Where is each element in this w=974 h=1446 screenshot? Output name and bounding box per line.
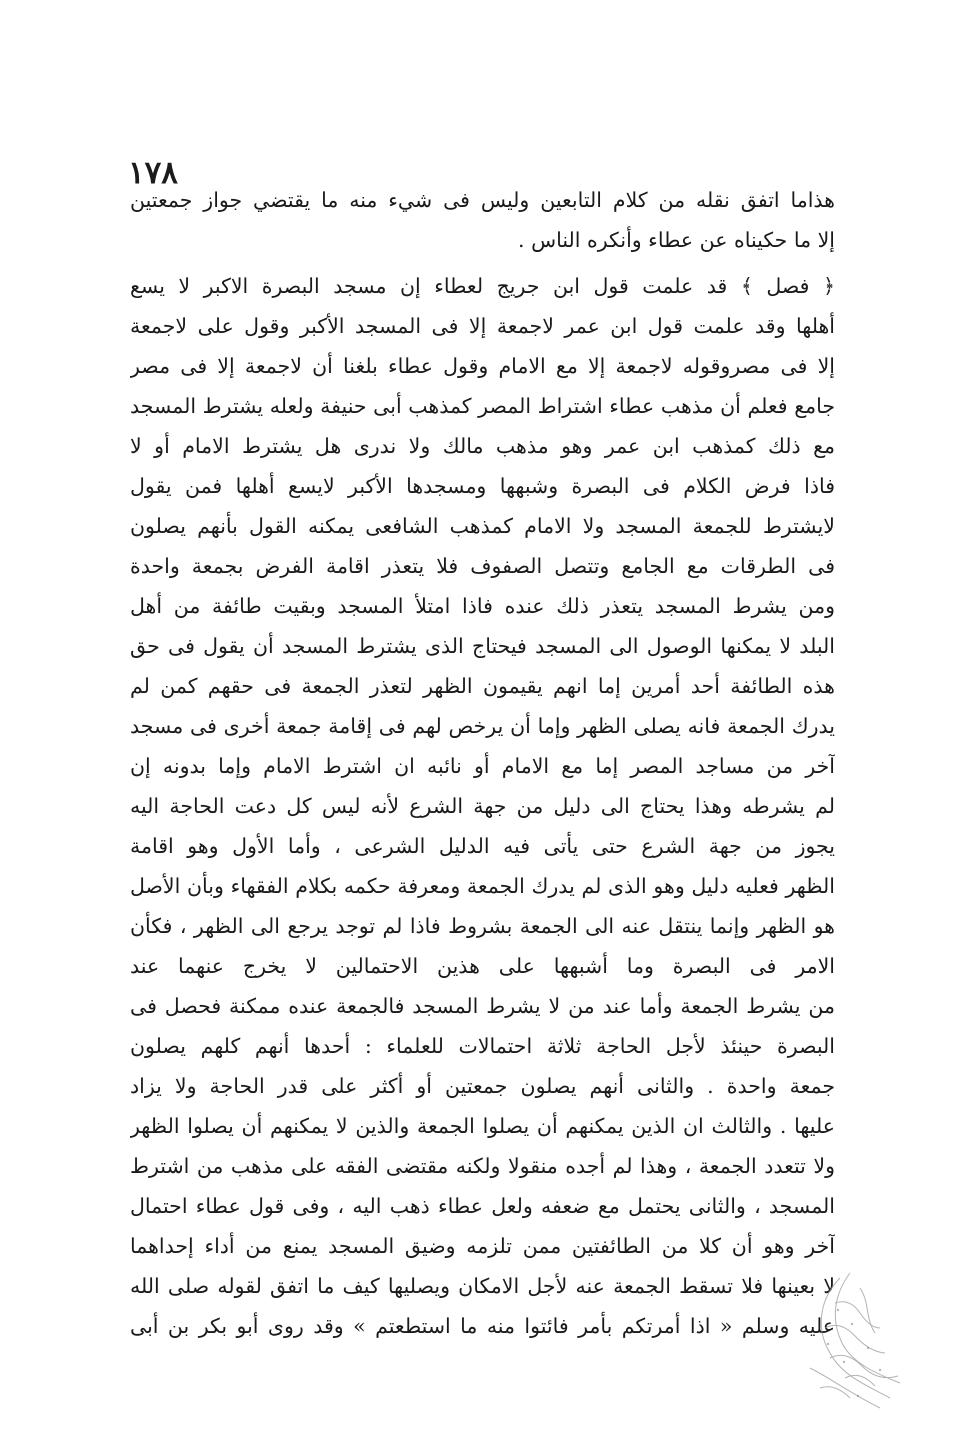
text-line: الظهر فعليه دليل وهو الذى لم يدرك الجمعة ومعرفة حكمه بكلام الفقهاء وبأن الأصل [130,874,835,898]
text-line: المسجد ، والثانى يحتمل مع ضعفه ولعل عطاء ذهب اليه ، وفى قول عطاء احتمال [130,1194,835,1218]
library-stamp [780,1258,930,1418]
text-line: لايشترط للجمعة المسجد ولا الامام كمذهب الشافعى يمكنه القول بأنهم يصلون [130,514,835,538]
page-number: ١٧٨ [128,155,178,191]
text-line: إلا فى مصروقوله لاجمعة إلا مع الامام وقول عطاء بلغنا أن لاجمعة إلا فى مصر [130,354,835,378]
body-text [130,180,835,1346]
text-line: الامر فى البصرة وما أشبهها على هذين الاحتمالين لا يخرج عنهما عند [130,954,835,978]
text-line: لم يشرطه وهذا يحتاج الى دليل من جهة الشرع لأنه ليس كل دعت الحاجة اليه [130,794,835,818]
text-line: إلا ما حكيناه عن عطاء وأنكره الناس . [518,228,835,252]
text-line: أهلها وقد علمت قول ابن عمر لاجمعة إلا فى المسجد الأكبر وقول على لاجمعة [130,314,835,338]
text-line: آخر وهو أن كلا من الطائفتين ممن تلزمه وضيق المسجد يمنع من أداء إحداهما [130,1234,835,1258]
text-line: هو الظهر وإنما ينتقل عنه الى الجمعة بشروط فاذا لم توجد يرجع الى الظهر ، فكأن [130,914,835,938]
text-line: جمعة واحدة . والثانى أنهم يصلون جمعتين أو أكثر على قدر الحاجة ولا يزاد [130,1074,835,1098]
text-line: هذه الطائفة أحد أمرين إما انهم يقيمون الظهر لتعذر الجمعة فى حقهم كمن لم [130,674,835,698]
text-line: البلد لا يمكنها الوصول الى المسجد فيحتاج الذى يشترط المسجد أن يقول فى حق [130,634,835,658]
text-line: مع ذلك كمذهب ابن عمر وهو مذهب مالك ولا ندرى هل يشترط الامام أو لا [130,434,835,458]
text-line: يدرك الجمعة فانه يصلى الظهر وإما أن يرخص لهم فى إقامة جمعة أخرى فى مسجد [130,714,835,738]
text-line: ومن يشرط المسجد يتعذر ذلك عنده فاذا امتلأ المسجد وبقيت طائفة من أهل [130,594,835,618]
text-line: عليه وسلم « اذا أمرتكم بأمر فائتوا منه ما استطعتم » وقد روى أبو بكر بن أبى [130,1314,835,1338]
text-line: من يشرط الجمعة وأما عند من لا يشرط المسجد فالجمعة عنده ممكنة فحصل فى [130,994,835,1018]
text-line: فاذا فرض الكلام فى البصرة وشبهها ومسجدها الأكبر لايسع أهلها فمن يقول [130,474,835,498]
text-line: آخر من مساجد المصر إما مع الامام أو نائبه ان اشترط الامام وإما بدونه إن [130,754,835,778]
text-line: عليها . والثالث ان الذين يمكنهم أن يصلوا الجمعة والذين لا يمكنهم أن يصلوا الظهر [130,1114,835,1138]
text-line: لا بعينها فلا تسقط الجمعة عنه لأجل الامكان ويصليها كيف ما اتفق لقوله صلى الله [130,1274,835,1298]
text-line: ﴿ فصل ﴾ قد علمت قول ابن جريج لعطاء إن مسجد البصرة الاكبر لا يسع [130,274,835,298]
text-line: ولا تتعدد الجمعة ، وهذا لم أجده منقولا ولكنه مقتضى الفقه على مذهب من اشترط [130,1154,835,1178]
text-line: يجوز من جهة الشرع حتى يأتى فيه الدليل الشرعى ، وأما الأول وهو اقامة [130,834,835,858]
text-line: فى الطرقات مع الجامع وتتصل الصفوف فلا يتعذر اقامة الفرض بجمعة واحدة [130,554,835,578]
text-line: هذاما اتفق نقله من كلام التابعين وليس فى شيء منه ما يقتضي جواز جمعتين [130,188,835,212]
text-line: جامع فعلم أن مذهب عطاء اشتراط المصر كمذهب أبى حنيفة ولعله يشترط المسجد [130,394,835,418]
text-line: البصرة حينئذ لأجل الحاجة ثلاثة احتمالات للعلماء : أحدها أنهم كلهم يصلون [130,1034,835,1058]
